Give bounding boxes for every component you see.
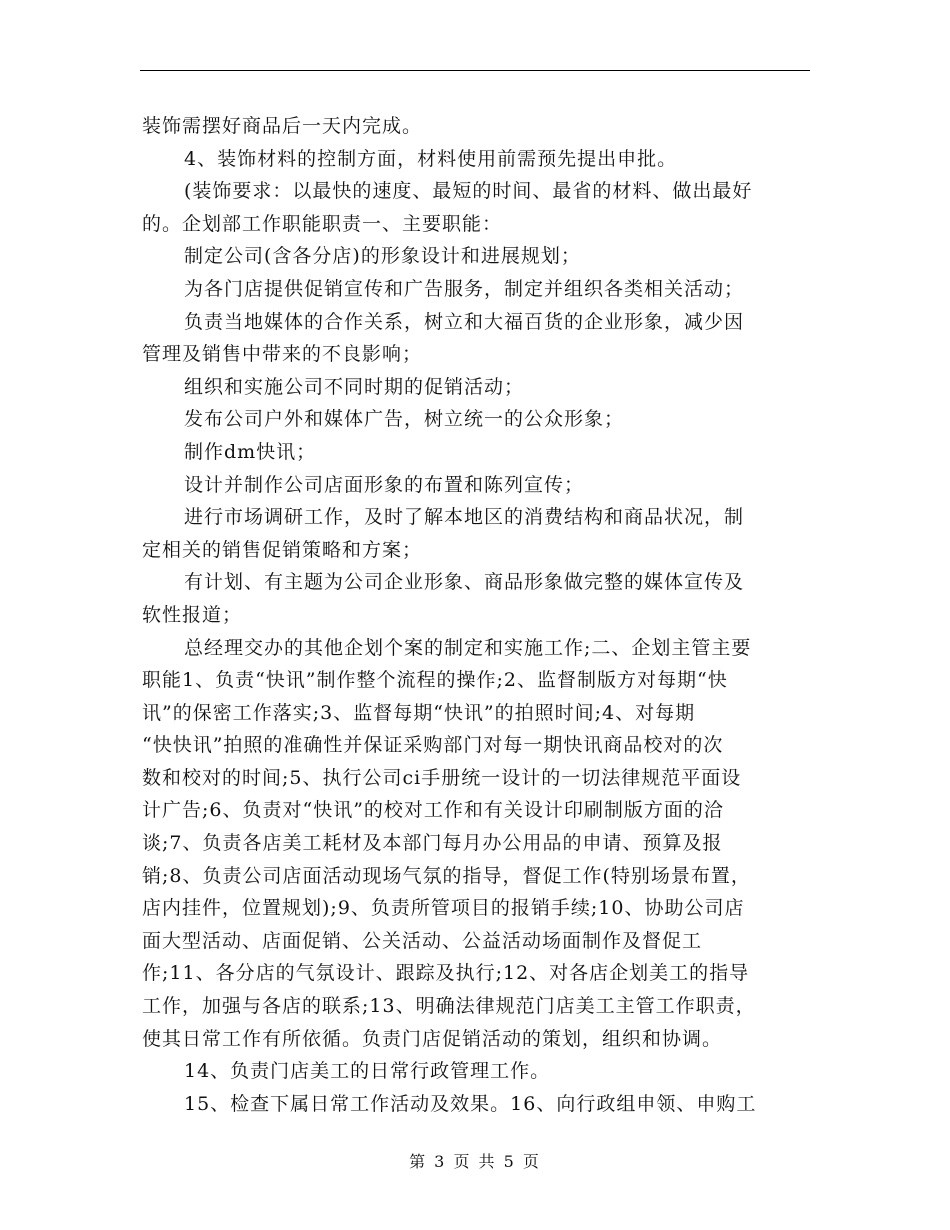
text-line: 4、装饰材料的控制方面，材料使用前需预先提出申批。: [184, 147, 678, 170]
text-line: 职能1、负责“快讯”制作整个流程的操作;2、监督制版方对每期“快: [142, 669, 728, 692]
text-line: 计广告;6、负责对“快讯”的校对工作和有关设计印刷制版方面的洽: [142, 799, 724, 822]
text-line: 制定公司(含各分店)的形象设计和进展规划；: [184, 245, 581, 268]
text-line: 谈;7、负责各店美工耗材及本部门每月办公用品的申请、预算及报: [142, 832, 723, 855]
text-line: 面大型活动、店面促销、公关活动、公益活动场面制作及督促工: [142, 929, 703, 952]
text-line: 数和校对的时间;5、执行公司ci手册统一设计的一切法律规范平面设: [142, 766, 742, 789]
text-line: 设计并制作公司店面形象的布置和陈列宣传；: [184, 473, 585, 496]
text-line: 进行市场调研工作，及时了解本地区的消费结构和商品状况，制: [184, 506, 745, 529]
text-line: 作;11、各分店的气氛设计、跟踪及执行;12、对各店企划美工的指导: [142, 962, 750, 985]
header-rule: [140, 70, 810, 71]
text-line: 为各门店提供促销宣传和广告服务，制定并组织各类相关活动；: [184, 277, 745, 300]
text-line: 负责当地媒体的合作关系，树立和大福百货的企业形象，减少因: [184, 310, 745, 333]
text-line: 发布公司户外和媒体广告，树立统一的公众形象；: [184, 408, 625, 431]
text-line: 定相关的销售促销策略和方案；: [142, 538, 423, 561]
text-line: 14、负责门店美工的日常行政管理工作。: [184, 1060, 551, 1083]
text-line: 装饰需摆好商品后一天内完成。: [142, 115, 423, 137]
text-line: 的。企划部工作职能职责一、主要职能：: [142, 212, 503, 235]
text-line: “快快讯”拍照的准确性并保证采购部门对每一期快讯商品校对的次: [142, 734, 724, 757]
text-line: 讯”的保密工作落实;3、监督每期“快讯”的拍照时间;4、对每期: [142, 701, 696, 724]
text-line: 总经理交办的其他企划个案的制定和实施工作;二、企划主管主要: [184, 636, 752, 659]
text-line: 销;8、负责公司店面活动现场气氛的指导，督促工作(特别场景布置，: [142, 864, 751, 887]
page-number: 第 3 页 共 5 页: [409, 1152, 541, 1171]
text-line: 工作，加强与各店的联系;13、明确法律规范门店美工主管工作职责，: [142, 995, 756, 1018]
text-line: 使其日常工作有所依循。负责门店促销活动的策划，组织和协调。: [142, 1027, 723, 1050]
text-line: 店内挂件，位置规划);9、负责所管项目的报销手续;10、协助公司店: [142, 897, 745, 920]
text-line: 管理及销售中带来的不良影响；: [142, 343, 423, 366]
document-body: [142, 110, 810, 1120]
text-line: 组织和实施公司不同时期的促销活动；: [184, 375, 525, 398]
text-line: 软性报道；: [142, 603, 243, 626]
text-line: 有计划、有主题为公司企业形象、商品形象做完整的媒体宣传及: [184, 571, 745, 594]
text-line: (装饰要求：以最快的速度、最短的时间、最省的材料、做出最好: [184, 180, 753, 203]
text-line: 制作dm快讯；: [184, 440, 317, 463]
text-line: 15、检查下属日常工作活动及效果。16、向行政组申领、申购工: [184, 1092, 757, 1115]
